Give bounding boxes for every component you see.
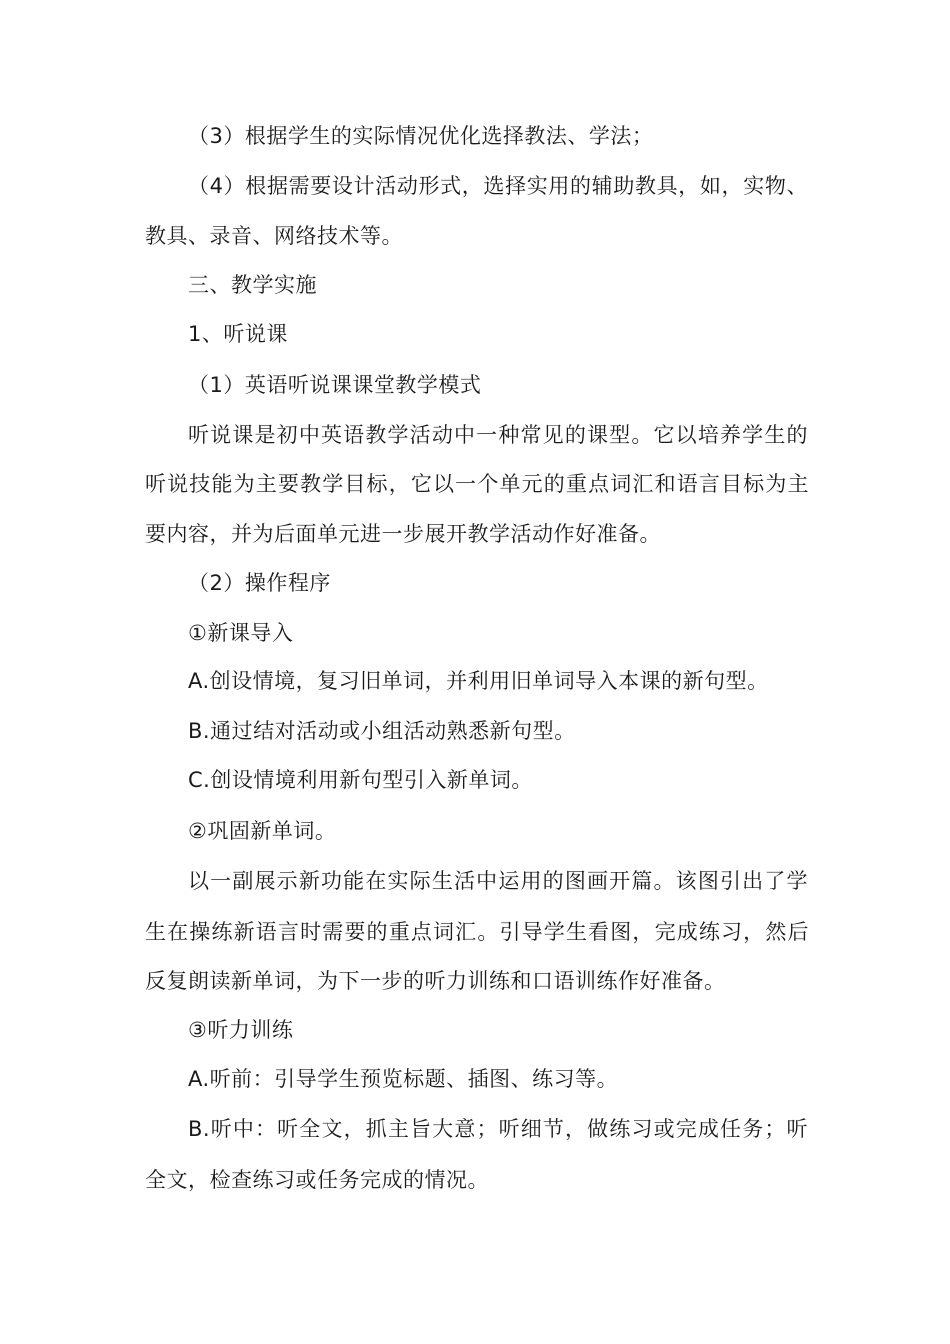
step-item: A.创设情境，复习旧单词，并利用旧单词导入本课的新句型。	[188, 669, 769, 693]
list-item-3: （3）根据学生的实际情况优化选择教法、学法；	[188, 124, 654, 148]
step-item: A.听前：引导学生预览标题、插图、练习等。	[188, 1067, 619, 1091]
paragraph-line: 以一副展示新功能在实际生活中运用的图画开篇。该图引出了学	[188, 869, 808, 893]
step-item: B.听中：听全文，抓主旨大意；听细节，做练习或完成任务；听	[188, 1117, 808, 1141]
step-heading-1: ①新课导入	[188, 621, 294, 645]
subheading-classroom-model: （1）英语听说课课堂教学模式	[188, 373, 482, 397]
section-heading: 三、教学实施	[188, 273, 317, 297]
step-heading-2: ②巩固新单词。	[188, 819, 337, 843]
step-item: C.创设情境利用新句型引入新单词。	[188, 768, 533, 792]
step-heading-3: ③听力训练	[188, 1018, 294, 1042]
list-item-4: （4）根据需要设计活动形式，选择实用的辅助教具，如，实物、	[188, 174, 808, 198]
step-item-continued: 全文，检查练习或任务完成的情况。	[145, 1168, 489, 1192]
paragraph-line: 生在操练新语言时需要的重点词汇。引导学生看图，完成练习，然后	[145, 920, 809, 944]
paragraph-line: 听说课是初中英语教学活动中一种常见的课型。它以培养学生的	[188, 423, 808, 447]
step-item: B.通过结对活动或小组活动熟悉新句型。	[188, 719, 576, 743]
paragraph-line: 听说技能为主要教学目标，它以一个单元的重点词汇和语言目标为主	[145, 472, 809, 496]
subheading-procedure: （2）操作程序	[188, 571, 331, 595]
subsection-heading: 1、听说课	[188, 322, 288, 346]
paragraph-line: 反复朗读新单词，为下一步的听力训练和口语训练作好准备。	[145, 969, 726, 993]
paragraph-line: 要内容，并为后面单元进一步展开教学活动作好准备。	[145, 522, 661, 546]
list-item-4-continued: 教具、录音、网络技术等。	[145, 224, 403, 248]
